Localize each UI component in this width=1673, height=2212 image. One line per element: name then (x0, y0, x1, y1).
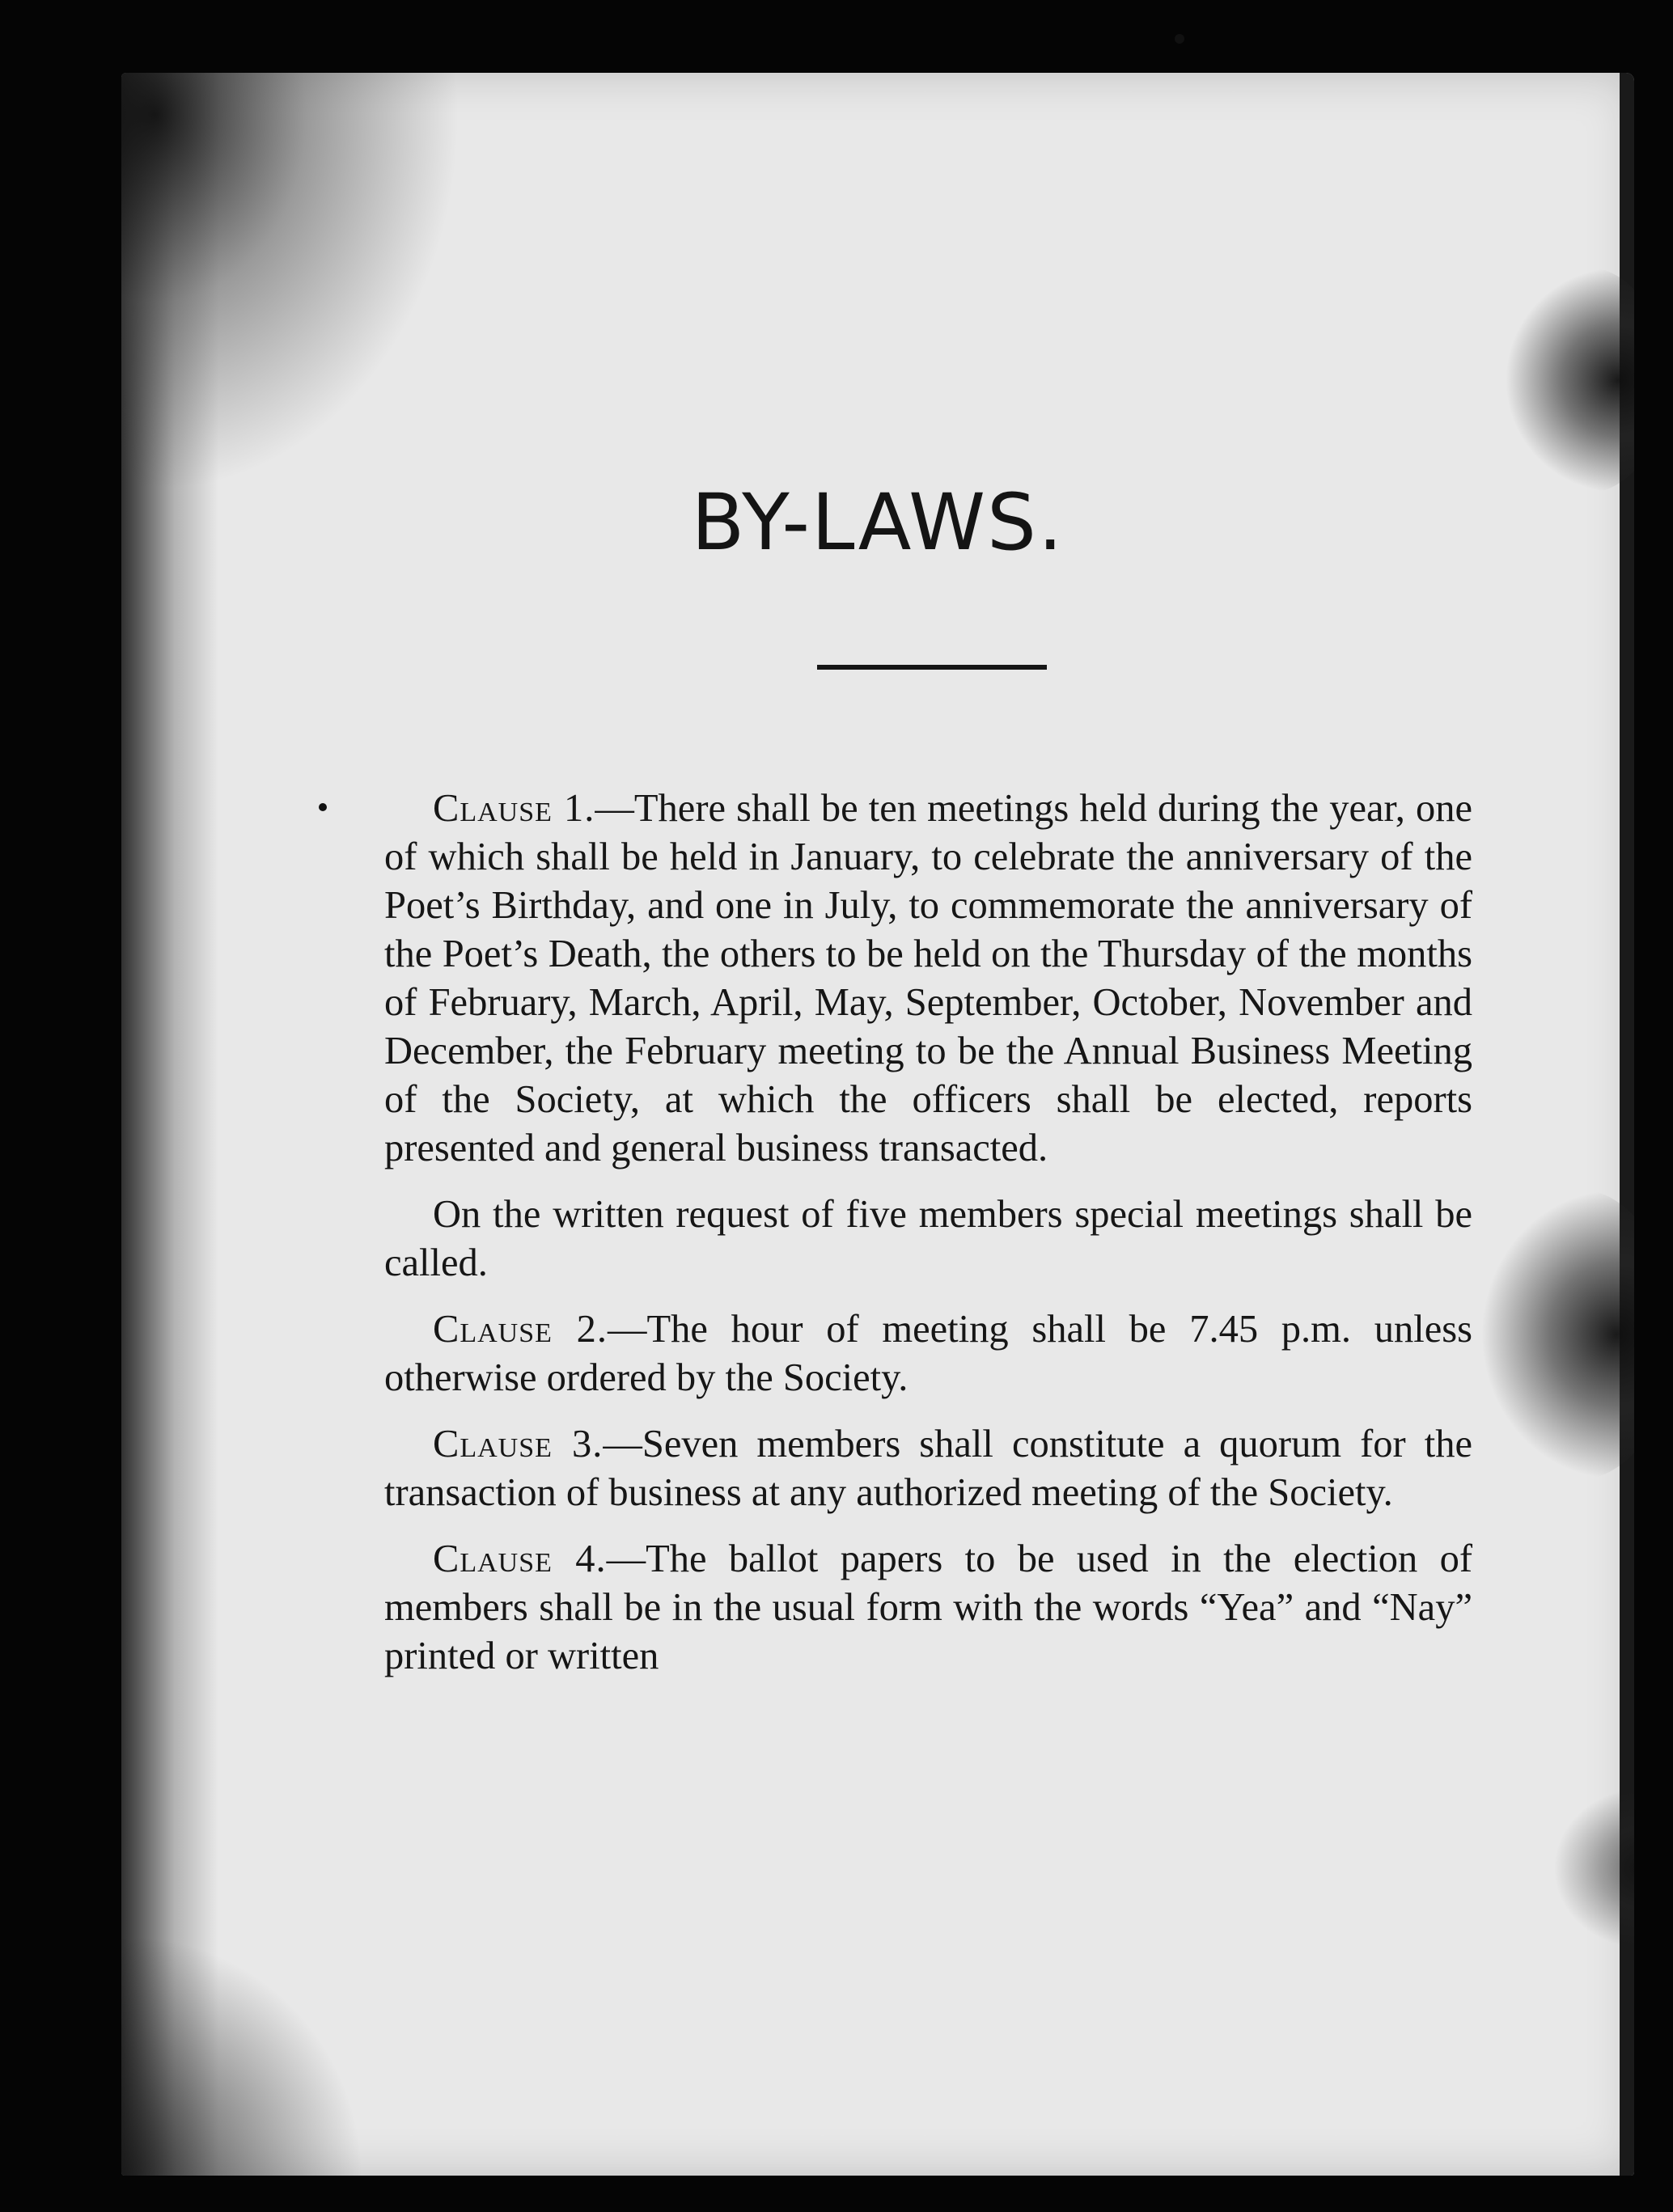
clause-label: Clause 2. (433, 1308, 608, 1351)
clause-text: —There shall be ten meetings held during the year, one of which shall be held in January, to celebrate the anniversary of the Poet’s Birthday, and one in July, to commemorate the anniversary of the Poet’s Death, the others to be held on the Thursday of the months of February, March, April, May, September, October, November and December, the February meeting to be the Annual Business Meeting of the Society, at which the officers shall be elected, reports presented and general business transacted. (384, 787, 1472, 1169)
clause-text: —The ballot papers to be used in the election of members shall be in the usual form with the words “Yea” and “Nay” printed or written (384, 1537, 1473, 1677)
scan-speck (1175, 34, 1184, 44)
ink-stain (1553, 1787, 1634, 1949)
clause-label: Clause 3. (433, 1423, 604, 1466)
paragraph-clause-4 (384, 1535, 1472, 1681)
page-shadow-top-left (121, 73, 461, 493)
paragraph-special-meetings (384, 1191, 1472, 1288)
paragraph-clause-1 (384, 785, 1472, 1173)
ink-stain (1505, 267, 1634, 493)
paragraph-clause-2 (384, 1305, 1472, 1402)
document-page (121, 73, 1634, 2176)
scan-speck (319, 803, 327, 811)
clause-text: —Seven members shall constitute a quorum for the transaction of business at any authorized meeting of the Society. (384, 1423, 1472, 1514)
clause-label: Clause 1. (433, 787, 595, 830)
clause-label: Clause 4. (433, 1537, 607, 1580)
title-rule (817, 665, 1047, 670)
page-shadow-bottom-left (121, 1933, 364, 2176)
page-title: BY-LAWS. (691, 477, 1065, 568)
bylaws-body (384, 785, 1472, 1698)
clause-text: On the written request of five members special meetings shall be called. (384, 1193, 1472, 1284)
paragraph-clause-3 (384, 1420, 1472, 1517)
ink-stain (1480, 1189, 1634, 1480)
clause-text: —The hour of meeting shall be 7.45 p.m. unless otherwise ordered by the Society. (384, 1308, 1472, 1399)
